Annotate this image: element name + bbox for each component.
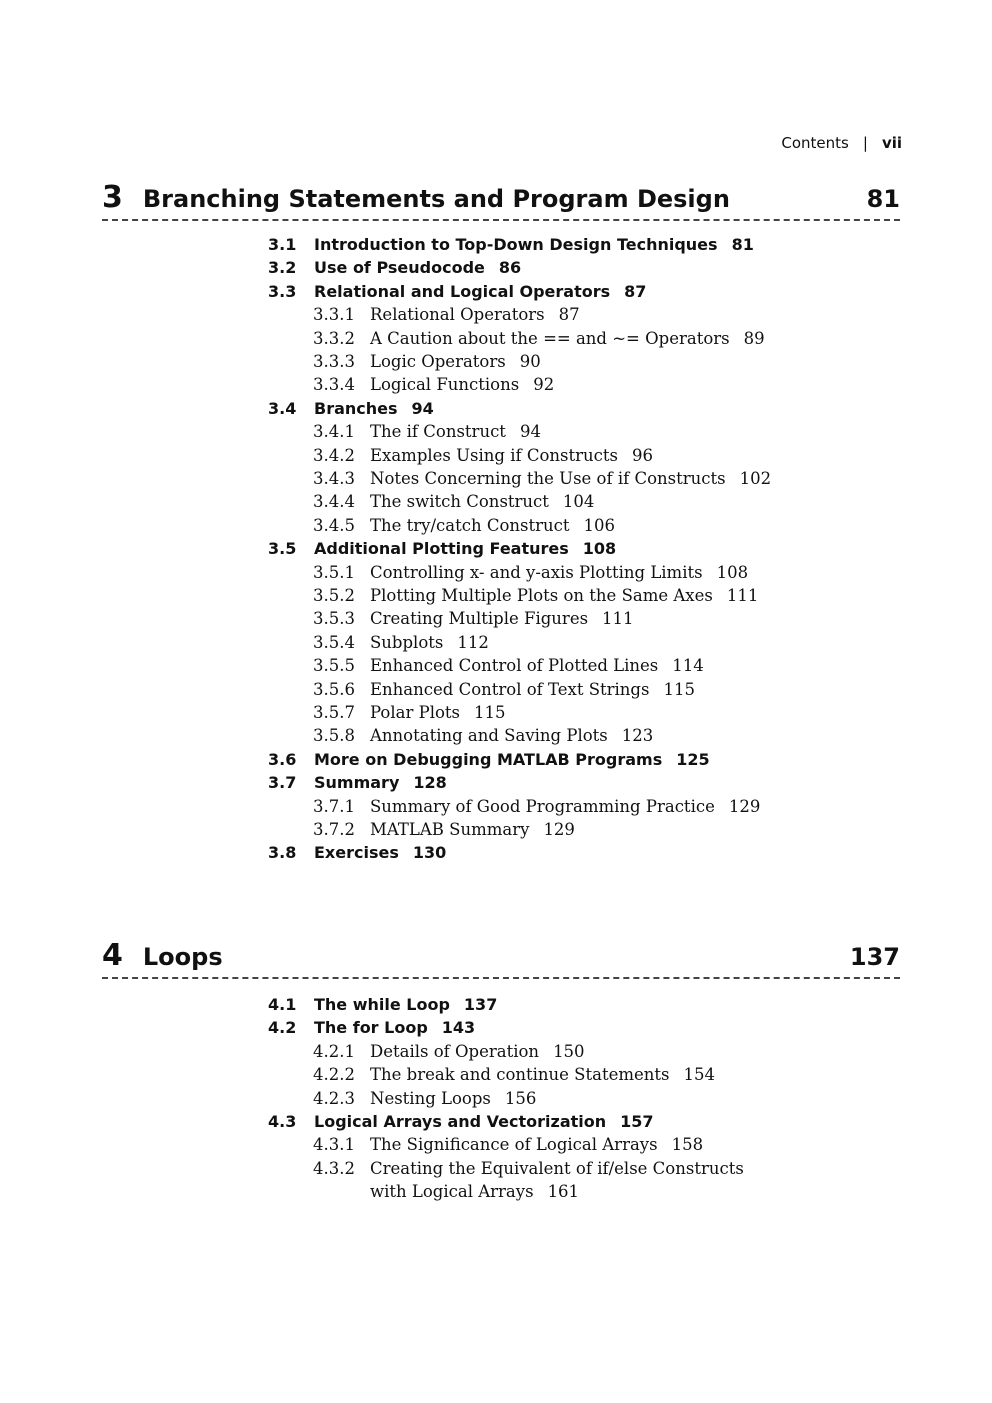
entry-title: Creating the Equivalent of if/else Constructs: [370, 1158, 744, 1178]
entry-number: 3.5: [268, 539, 297, 559]
entry-title: MATLAB Summary: [370, 820, 530, 839]
entry-title: Branches: [314, 398, 398, 418]
subsection-entry: [313, 375, 554, 394]
entry-title: Summary of Good Programming Practice: [370, 796, 715, 816]
entry-page-number: 157: [620, 1112, 654, 1131]
entry-title: The while Loop: [314, 995, 450, 1014]
entry-title: Annotating and Saving Plots: [370, 726, 608, 746]
entry-title: Introduction to Top-Down Design Techniques: [314, 235, 718, 254]
entry-page-number: 156: [504, 1088, 537, 1108]
subsection-entry: [313, 1089, 536, 1108]
running-head: [781, 134, 902, 152]
entry-title: Enhanced Control of Plotted Lines: [370, 656, 659, 676]
subsection-entry: [313, 329, 765, 348]
chapter-number: 3: [102, 180, 123, 215]
subsection-entry: [313, 1065, 715, 1084]
entry-title: Logical Arrays and Vectorization: [314, 1112, 607, 1131]
subsection-entry: [313, 633, 489, 652]
entry-number: 3.4.2: [313, 445, 355, 465]
entry-page-number: 87: [558, 305, 580, 325]
entry-title: with Logical Arrays: [370, 1182, 534, 1202]
section-entry: [268, 750, 710, 769]
entry-number: 4.3: [268, 1112, 297, 1131]
entry-number: 3.5.2: [313, 586, 355, 605]
subsection-entry: [313, 680, 695, 699]
subsection-entry: [313, 422, 541, 441]
entry-title: Creating Multiple Figures: [370, 609, 589, 629]
entry-page-number: 137: [463, 995, 498, 1014]
entry-number: 3.2: [268, 258, 297, 278]
subsection-entry: [313, 1042, 585, 1061]
entry-title: Controlling x- and y-axis Plotting Limits: [370, 562, 703, 582]
section-entry: [268, 773, 447, 792]
entry-title: Nesting Loops: [370, 1088, 491, 1108]
entry-page-number: 96: [632, 445, 653, 465]
entry-number: 4.3.2: [313, 1158, 355, 1178]
subsection-entry: [313, 446, 653, 465]
entry-title: More on Debugging MATLAB Programs: [314, 749, 663, 769]
section-entry: [268, 399, 434, 418]
entry-page-number: 112: [457, 632, 489, 652]
entry-number: 3.5.1: [313, 562, 355, 582]
entry-page-number: 111: [726, 586, 759, 605]
chapter-page-number: 137: [849, 943, 900, 971]
entry-page-number: 161: [547, 1182, 580, 1202]
entry-number: 3.5.6: [313, 679, 355, 699]
entry-number: 3.7.2: [313, 820, 355, 839]
entry-page-number: 102: [739, 469, 772, 488]
entry-page-number: 94: [519, 422, 541, 442]
entry-title: Logic Operators: [370, 352, 506, 371]
section-entry: [268, 282, 646, 301]
subsection-entry: [313, 797, 760, 816]
subsection-entry: [313, 609, 634, 628]
entry-title: The break and continue Statements: [370, 1065, 670, 1085]
subsection-entry: [313, 305, 580, 324]
entry-title: Details of Operation: [370, 1041, 540, 1061]
entry-page-number: 150: [553, 1041, 585, 1061]
entry-number: 3.6: [268, 749, 297, 769]
entry-page-number: 114: [672, 656, 704, 676]
entry-number: 3.3.3: [313, 352, 355, 371]
entry-page-number: 81: [731, 235, 754, 254]
entry-page-number: 129: [728, 796, 761, 816]
subsection-entry: [313, 516, 615, 535]
entry-number: 3.7.1: [313, 796, 355, 816]
entry-title: Use of Pseudocode: [314, 258, 485, 278]
entry-title: Subplots: [370, 632, 444, 652]
entry-page-number: 108: [582, 539, 617, 559]
entry-number: 3.5.8: [313, 726, 355, 746]
entry-page-number: 115: [663, 679, 695, 699]
entry-title: Examples Using if Constructs: [370, 445, 618, 465]
entry-number: 3.4.1: [313, 422, 355, 442]
entry-number: 3.4: [268, 398, 297, 418]
entry-number: 3.3.4: [313, 375, 355, 395]
subsection-entry: [313, 820, 575, 839]
entry-page-number: 158: [671, 1135, 704, 1155]
entry-page-number: 89: [743, 328, 765, 348]
entry-page-number: 128: [413, 773, 447, 793]
entry-number: 3.4.3: [313, 469, 355, 488]
entry-title: Additional Plotting Features: [314, 539, 569, 559]
entry-page-number: 130: [412, 843, 447, 863]
entry-title-continuation: [370, 1182, 579, 1201]
entry-number: 4.3.1: [313, 1135, 355, 1155]
entry-page-number: 92: [533, 375, 555, 395]
entry-number: 4.2: [268, 1018, 297, 1038]
subsection-entry: [313, 563, 748, 582]
subsection-entry: [313, 586, 758, 605]
section-entry: [268, 235, 754, 254]
entry-number: 3.5.7: [313, 703, 355, 722]
chapter-heading: [102, 180, 900, 221]
entry-title: Relational and Logical Operators: [314, 281, 611, 301]
entry-page-number: 111: [602, 609, 634, 629]
entry-page-number: 143: [441, 1018, 476, 1038]
entry-title: Plotting Multiple Plots on the Same Axes: [370, 586, 713, 605]
entry-title: The Significance of Logical Arrays: [370, 1135, 658, 1155]
entry-page-number: 115: [474, 703, 506, 722]
entry-title: Logical Functions: [370, 375, 520, 395]
chapter-title: Branching Statements and Program Design: [142, 185, 730, 213]
entry-title: Enhanced Control of Text Strings: [370, 679, 650, 699]
subsection-entry: [313, 656, 704, 675]
section-entry: [268, 258, 521, 277]
chapter-title: Loops: [142, 943, 223, 971]
entry-page-number: 129: [543, 820, 575, 839]
entry-page-number: 154: [683, 1065, 715, 1085]
subsection-entry: [313, 726, 653, 745]
entry-title: Notes Concerning the Use of if Constructs: [370, 469, 726, 488]
entry-number: 3.4.5: [313, 515, 355, 535]
entry-number: 4.1: [268, 995, 297, 1014]
running-head-separator: |: [862, 134, 868, 152]
entry-page-number: 86: [498, 258, 522, 278]
subsection-entry: [313, 1135, 703, 1154]
subsection-entry: [313, 469, 771, 488]
chapter-number: 4: [102, 938, 123, 973]
entry-number: 3.3: [268, 281, 297, 301]
section-entry: [268, 539, 616, 558]
entry-page-number: 94: [411, 398, 434, 418]
running-head-page-number: vii: [881, 134, 902, 152]
entry-number: 3.4.4: [313, 492, 355, 512]
entry-page-number: 125: [676, 749, 710, 769]
running-head-label: Contents: [781, 134, 849, 152]
entry-title: The for Loop: [314, 1018, 428, 1038]
entry-title: Exercises: [314, 843, 399, 863]
subsection-entry: [313, 1159, 744, 1178]
subsection-entry: [313, 703, 506, 722]
section-entry: [268, 1018, 475, 1037]
section-entry: [268, 843, 446, 862]
entry-page-number: 106: [583, 515, 616, 535]
entry-title: Relational Operators: [370, 305, 545, 325]
subsection-entry: [313, 352, 541, 371]
entry-page-number: 123: [621, 726, 654, 746]
entry-title: Polar Plots: [370, 703, 461, 722]
entry-number: 3.8: [268, 843, 297, 863]
entry-number: 3.7: [268, 773, 297, 793]
entry-number: 3.3.1: [313, 305, 355, 325]
entry-number: 3.5.5: [313, 656, 355, 676]
entry-title: Summary: [314, 773, 400, 793]
entry-title: The if Construct: [370, 422, 506, 442]
entry-title: The switch Construct: [370, 492, 549, 512]
chapter-page-number: 81: [866, 185, 900, 213]
section-entry: [268, 1112, 654, 1131]
entry-page-number: 108: [716, 562, 749, 582]
subsection-entry: [313, 492, 594, 511]
section-entry: [268, 995, 497, 1014]
entry-number: 4.2.1: [313, 1041, 355, 1061]
entry-number: 3.3.2: [313, 328, 355, 348]
entry-page-number: 87: [624, 281, 647, 301]
entry-title: A Caution about the == and ~= Operators: [370, 328, 730, 348]
entry-title: The try/catch Construct: [370, 515, 570, 535]
entry-number: 4.2.3: [313, 1088, 355, 1108]
entry-number: 3.5.3: [313, 609, 355, 629]
entry-page-number: 104: [562, 492, 595, 512]
entry-number: 3.1: [268, 235, 297, 254]
entry-page-number: 90: [519, 352, 541, 371]
chapter-heading: [102, 938, 900, 979]
entry-number: 4.2.2: [313, 1065, 355, 1085]
entry-number: 3.5.4: [313, 632, 355, 652]
